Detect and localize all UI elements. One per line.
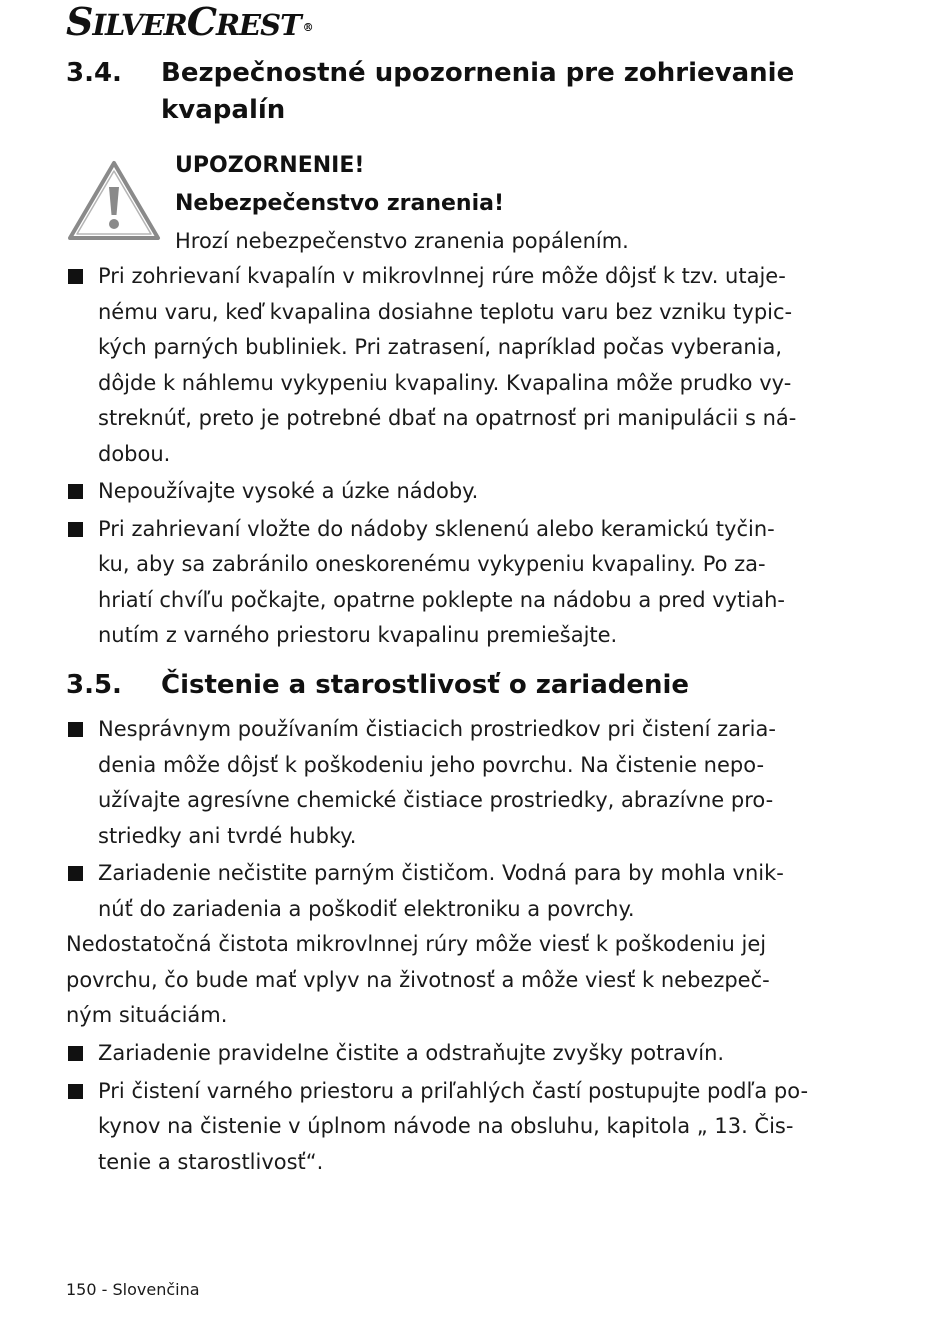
- paragraph-line: ným situáciám.: [66, 1003, 228, 1027]
- bullet-square-icon: [68, 522, 83, 537]
- brand-logo: SILVERCREST ®: [66, 0, 313, 44]
- list-item-line: striedky ani tvrdé hubky.: [98, 823, 357, 848]
- paragraph-line: povrchu, čo bude mať vplyv na životnosť a môže viesť k nebezpeč-: [66, 967, 770, 992]
- list-item: [66, 512, 856, 654]
- bullet-square-icon: [68, 269, 83, 284]
- list-item-line: Pri zahrievaní vložte do nádoby sklenenú alebo keramickú tyčin-: [98, 516, 775, 541]
- bullet-list-3-5a: [66, 712, 856, 929]
- list-item-line: Nepoužívajte vysoké a úzke nádoby.: [98, 479, 479, 503]
- list-item-line: kých parných bubliniek. Pri zatrasení, napríklad počas vyberania,: [98, 335, 783, 359]
- list-item-line: nutím z varného priestoru kvapalinu premiešajte.: [98, 623, 618, 647]
- section-number: 3.5.: [66, 670, 122, 700]
- list-item: [66, 856, 856, 927]
- warning-triangle-icon: [67, 160, 161, 242]
- warning-subtitle: Nebezpečenstvo zranenia!: [175, 191, 504, 216]
- section-title: Čistenie a starostlivosť o zariadenie: [161, 670, 690, 700]
- section-number: 3.4.: [66, 58, 122, 88]
- list-item-line: ku, aby sa zabránilo oneskorenému vykypeniu kvapaliny. Po za-: [98, 552, 766, 576]
- page-footer: 150 - Slovenčina: [66, 1280, 200, 1299]
- list-item-line: dôjde k náhlemu vykypeniu kvapaliny. Kvapalina môže prudko vy-: [98, 370, 792, 395]
- paragraph-line: Nedostatočná čistota mikrovlnnej rúry môže viesť k poškodeniu jej: [66, 932, 767, 956]
- list-item: [66, 474, 856, 510]
- bullet-list-3-4: [66, 259, 856, 656]
- bullet-square-icon: [68, 1046, 83, 1061]
- bullet-square-icon: [68, 484, 83, 499]
- bullet-list-3-5b: [66, 1036, 856, 1182]
- list-item-line: Nesprávnym používaním čistiacich prostriedkov pri čistení zaria-: [98, 717, 776, 741]
- list-item: [66, 1074, 856, 1181]
- list-item-line: kynov na čistenie v úplnom návode na obsluhu, kapitola „ 13. Čis-: [98, 1114, 794, 1138]
- list-item: [66, 712, 856, 854]
- bullet-square-icon: [68, 1084, 83, 1099]
- section-heading-3-5: [66, 667, 866, 705]
- list-item-line: denia môže dôjsť k poškodeniu jeho povrchu. Na čistenie nepo-: [98, 752, 765, 777]
- bullet-square-icon: [68, 722, 83, 737]
- list-item-line: núť do zariadenia a poškodiť elektroniku a povrchy.: [98, 896, 635, 921]
- list-item-line: tenie a starostlivosť“.: [98, 1149, 324, 1174]
- list-item-line: hriatí chvíľu počkajte, opatrne poklepte na nádobu a pred vytiah-: [98, 587, 785, 612]
- list-item: [66, 1036, 856, 1072]
- list-item-line: Pri čistení varného priestoru a priľahlých častí postupujte podľa po-: [98, 1078, 809, 1103]
- warning-label: UPOZORNENIE!: [175, 153, 365, 178]
- list-item-line: Pri zohrievaní kvapalín v mikrovlnnej rúre môže dôjsť k tzv. utaje-: [98, 264, 786, 288]
- list-item: [66, 259, 856, 472]
- paragraph: [66, 927, 856, 1034]
- warning-text: Hrozí nebezpečenstvo zranenia popálením.: [175, 229, 629, 253]
- section-title: Bezpečnostné upozornenia pre zohrievanie kvapalín: [161, 58, 795, 125]
- list-item-line: Zariadenie nečistite parným čističom. Vodná para by mohla vnik-: [98, 861, 784, 885]
- list-item-line: Zariadenie pravidelne čistite a odstraňujte zvyšky potravín.: [98, 1041, 725, 1065]
- list-item-line: streknúť, preto je potrebné dbať na opatrnosť pri manipulácii s ná-: [98, 406, 797, 430]
- section-heading-3-4: [66, 55, 866, 131]
- list-item-line: užívajte agresívne chemické čistiace prostriedky, abrazívne pro-: [98, 788, 774, 812]
- list-item-line: dobou.: [98, 441, 171, 466]
- bullet-square-icon: [68, 866, 83, 881]
- list-item-line: nému varu, keď kvapalina dosiahne teplotu varu bez vzniku typic-: [98, 299, 793, 324]
